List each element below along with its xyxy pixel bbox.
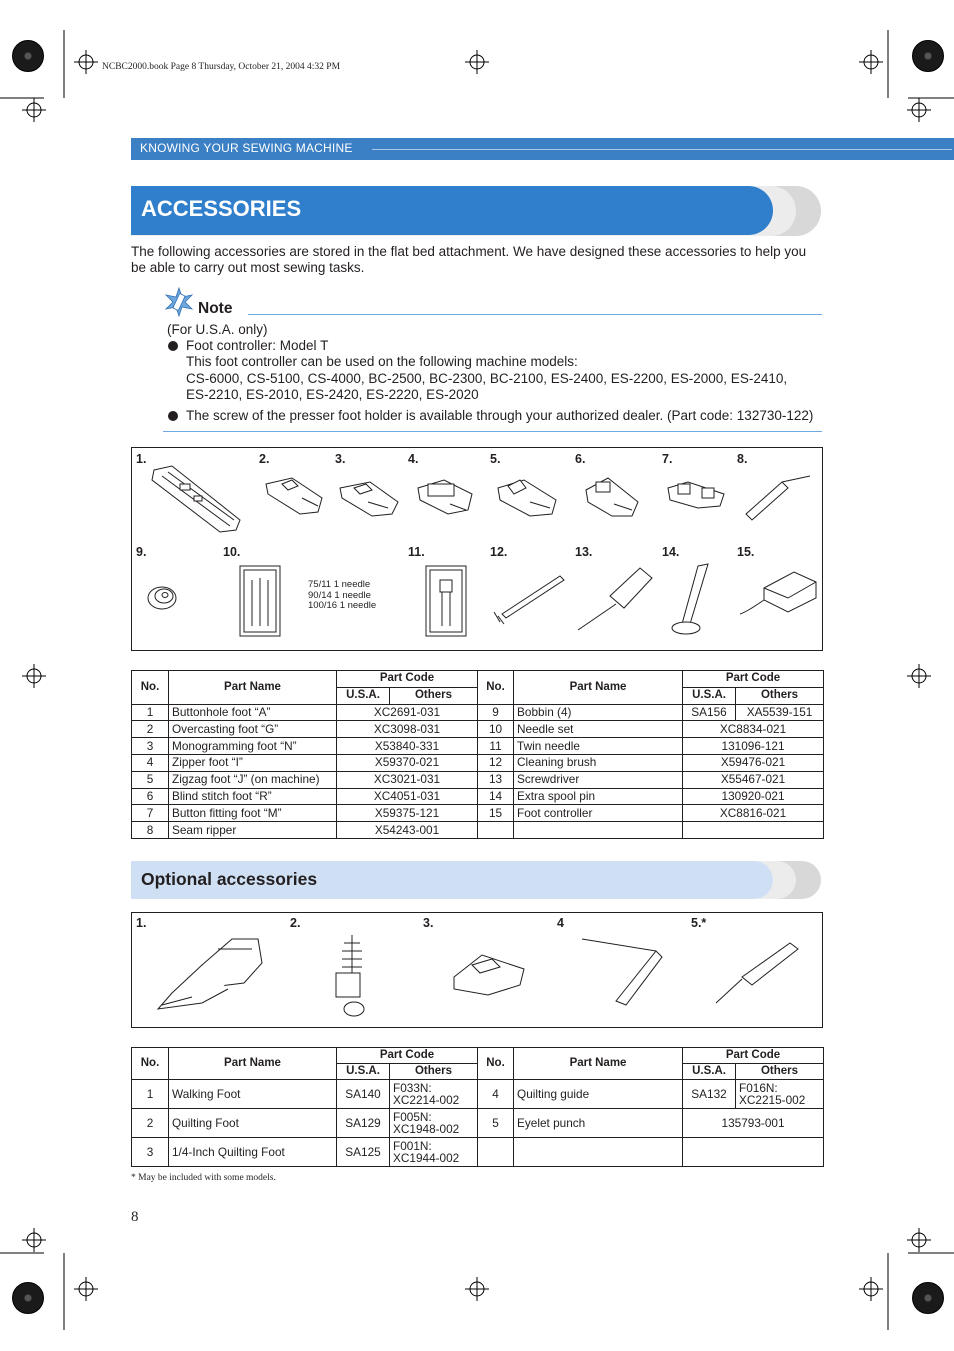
blind-stitch-foot-icon — [586, 478, 638, 516]
cell-part-name: Buttonhole foot “A” — [169, 704, 337, 721]
table-row — [132, 771, 824, 788]
optional-title: Optional accessories — [141, 869, 318, 889]
col-header-usa: U.S.A. — [683, 1064, 736, 1080]
cell-part-name: Overcasting foot “G” — [169, 721, 337, 738]
table-row — [132, 704, 824, 721]
cell-part-name: Quilting Foot — [169, 1109, 337, 1138]
col-header-part-code: Part Code — [683, 1048, 824, 1064]
cell-no: 7 — [132, 805, 169, 822]
cell-no: 3 — [132, 738, 169, 755]
zigzag-foot-icon — [498, 480, 556, 516]
col-header-no: No. — [478, 1048, 514, 1080]
twin-needle-icon — [426, 566, 466, 636]
needle-set-icon — [240, 566, 280, 636]
cell-no: 4 — [478, 1080, 514, 1109]
col-header-others: Others — [736, 687, 824, 704]
cell-no: 9 — [478, 704, 514, 721]
optional-accessories-table — [131, 1047, 824, 1167]
cell-part-name: Extra spool pin — [514, 788, 683, 805]
bullet-dot — [168, 411, 178, 421]
cell-no: 3 — [132, 1138, 169, 1167]
col-header-usa: U.S.A. — [337, 687, 390, 704]
col-header-part-name: Part Name — [514, 671, 683, 705]
cell-no: 5 — [478, 1109, 514, 1138]
label-opt-4: 4 — [557, 916, 564, 930]
cell-part-code: XC8816-021 — [683, 805, 824, 822]
col-header-part-name: Part Name — [169, 671, 337, 705]
walking-foot-icon — [158, 939, 262, 1009]
optional-illustration-box — [131, 912, 823, 1028]
cell-part-code: X55467-021 — [683, 771, 824, 788]
cell-usa: SA140 — [337, 1080, 390, 1109]
others-line: F001N: — [393, 1138, 432, 1153]
table-row — [132, 1109, 824, 1138]
table-row — [132, 738, 824, 755]
cell-part-name: Cleaning brush — [514, 754, 683, 771]
label-opt-1: 1. — [136, 916, 147, 930]
cell-part-code: 135793-001 — [683, 1109, 824, 1138]
label-opt-2: 2. — [290, 916, 301, 930]
cell-no: 15 — [478, 805, 514, 822]
note-line: Foot controller: Model T — [186, 338, 329, 354]
cell-no: 2 — [132, 721, 169, 738]
label-opt-3: 3. — [423, 916, 434, 930]
cell-part-name: Eyelet punch — [514, 1109, 683, 1138]
needle-size: 75/11 1 needle — [308, 579, 371, 590]
cell-empty — [478, 1138, 514, 1167]
footnote: * May be included with some models. — [131, 1173, 276, 1183]
label-4: 4. — [408, 452, 419, 466]
cell-part-name: Seam ripper — [169, 822, 337, 839]
cell-part-name: Zipper foot “I” — [169, 754, 337, 771]
others-line: F005N: — [393, 1109, 432, 1124]
cell-part-code: 130920-021 — [683, 788, 824, 805]
label-13: 13. — [575, 545, 593, 559]
spool-pin-icon — [672, 564, 708, 634]
cell-part-name: Quilting guide — [514, 1080, 683, 1109]
screwdriver-icon — [578, 568, 652, 630]
overcasting-foot-icon — [266, 478, 322, 514]
others-line: F033N: — [393, 1080, 432, 1095]
cell-no: 12 — [478, 754, 514, 771]
button-fitting-foot-icon — [668, 482, 724, 508]
note-usa-only: (For U.S.A. only) — [167, 322, 268, 337]
label-6: 6. — [575, 452, 586, 466]
table-row — [132, 1138, 824, 1167]
cell-no: 8 — [132, 822, 169, 839]
cell-others — [390, 1138, 478, 1167]
quilting-guide-icon — [582, 939, 662, 1005]
cell-others — [736, 1080, 824, 1109]
table-row — [132, 1080, 824, 1109]
cell-part-code: X54243-001 — [337, 822, 478, 839]
cleaning-brush-icon — [494, 576, 564, 624]
cell-part-code: X53840-331 — [337, 738, 478, 755]
col-header-part-code: Part Code — [337, 671, 478, 688]
note-rule — [163, 431, 822, 432]
accessories-table — [131, 670, 824, 839]
cell-empty — [514, 822, 683, 839]
label-9: 9. — [136, 545, 147, 559]
cell-part-code: X59375-121 — [337, 805, 478, 822]
label-1: 1. — [136, 452, 147, 466]
bobbin-icon — [148, 587, 176, 609]
col-header-part-name: Part Name — [169, 1048, 337, 1080]
cell-part-name: Walking Foot — [169, 1080, 337, 1109]
note-line: This foot controller can be used on the following machine models: — [186, 354, 578, 370]
cell-part-code: XC3098-031 — [337, 721, 478, 738]
cell-usa: SA156 — [683, 704, 736, 721]
cell-empty — [514, 1138, 683, 1167]
label-14: 14. — [662, 545, 680, 559]
col-header-part-code: Part Code — [683, 671, 824, 688]
label-7: 7. — [662, 452, 673, 466]
buttonhole-foot-icon — [152, 466, 240, 532]
cell-no: 11 — [478, 738, 514, 755]
page-number: 8 — [131, 1209, 139, 1225]
table-row — [132, 788, 824, 805]
note-bullet-foot-controller — [167, 338, 827, 403]
cell-part-code: XC3021-031 — [337, 771, 478, 788]
note-rule — [248, 314, 822, 315]
note-title: Note — [198, 300, 233, 317]
intro-paragraph: The following accessories are stored in the flat bed attachment. We have designed these accessories to help you be able to carry out most sewing tasks. — [131, 244, 807, 275]
accessories-illustration-box — [131, 447, 823, 651]
quilting-foot-icon — [336, 935, 364, 1016]
cell-no: 4 — [132, 754, 169, 771]
label-10: 10. — [223, 545, 241, 559]
table-row — [132, 754, 824, 771]
cell-no: 2 — [132, 1109, 169, 1138]
optional-illustrations — [132, 913, 822, 1027]
table-row — [132, 721, 824, 738]
cell-no: 1 — [132, 1080, 169, 1109]
label-8: 8. — [737, 452, 748, 466]
needle-size: 90/14 1 needle — [308, 589, 371, 601]
seam-ripper-icon — [746, 476, 810, 520]
cell-part-name: Button fitting foot “M” — [169, 805, 337, 822]
col-header-part-name: Part Name — [514, 1048, 683, 1080]
cell-part-name: Foot controller — [514, 805, 683, 822]
col-header-part-code: Part Code — [337, 1048, 478, 1064]
section-label: KNOWING YOUR SEWING MACHINE — [140, 141, 353, 155]
table-row — [132, 805, 824, 822]
cell-part-name: Needle set — [514, 721, 683, 738]
col-header-no: No. — [132, 1048, 169, 1080]
cell-no: 14 — [478, 788, 514, 805]
page-title: ACCESSORIES — [141, 196, 302, 221]
cell-empty — [478, 822, 514, 839]
needle-set-sizes — [308, 580, 376, 612]
quarter-inch-quilting-foot-icon — [454, 955, 524, 995]
cell-part-name: Bobbin (4) — [514, 704, 683, 721]
label-12: 12. — [490, 545, 508, 559]
col-header-usa: U.S.A. — [337, 1064, 390, 1080]
cell-part-name: Monogramming foot “N” — [169, 738, 337, 755]
cell-empty — [683, 1138, 824, 1167]
others-line: XC1948-002 — [393, 1122, 460, 1136]
foot-controller-icon — [740, 572, 816, 614]
cell-part-name: Screwdriver — [514, 771, 683, 788]
label-2: 2. — [259, 452, 270, 466]
cell-part-name: Zigzag foot “J” (on machine) — [169, 771, 337, 788]
cell-part-name: Blind stitch foot “R” — [169, 788, 337, 805]
label-11: 11. — [408, 545, 425, 559]
cell-part-code: 131096-121 — [683, 738, 824, 755]
cell-part-code: XC2691-031 — [337, 704, 478, 721]
cell-empty — [683, 822, 824, 839]
others-line: XC2214-002 — [393, 1093, 460, 1107]
needle-size: 100/16 1 needle — [308, 600, 377, 611]
cell-usa: SA125 — [337, 1138, 390, 1167]
cell-no: 13 — [478, 771, 514, 788]
cell-others — [390, 1080, 478, 1109]
col-header-others: Others — [736, 1064, 824, 1080]
note-bullet-screw — [167, 408, 827, 424]
cell-others: XA5539-151 — [736, 704, 824, 721]
note-body — [167, 322, 827, 424]
note-line: ES-2210, ES-2010, ES-2420, ES-2220, ES-2020 — [186, 386, 479, 402]
others-line: F016N: — [739, 1080, 778, 1095]
cell-usa: SA129 — [337, 1109, 390, 1138]
accessory-illustrations — [132, 448, 822, 650]
cell-usa: SA132 — [683, 1080, 736, 1109]
cell-no: 6 — [132, 788, 169, 805]
cell-part-name: Twin needle — [514, 738, 683, 755]
cell-no: 5 — [132, 771, 169, 788]
col-header-no: No. — [132, 671, 169, 705]
others-line: XC1944-002 — [393, 1151, 460, 1165]
note-line: CS-6000, CS-5100, CS-4000, BC-2500, BC-2300, BC-2100, ES-2400, ES-2200, ES-2000, ES-2410, — [186, 370, 788, 386]
cell-part-code: XC4051-031 — [337, 788, 478, 805]
cell-part-code: XC8834-021 — [683, 721, 824, 738]
cell-no: 1 — [132, 704, 169, 721]
col-header-others: Others — [390, 687, 478, 704]
label-3: 3. — [335, 452, 346, 466]
others-line: XC2215-002 — [739, 1093, 806, 1107]
cell-no: 10 — [478, 721, 514, 738]
bullet-dot — [168, 341, 178, 351]
cell-part-name: 1/4-Inch Quilting Foot — [169, 1138, 337, 1167]
col-header-others: Others — [390, 1064, 478, 1080]
label-opt-5: 5.* — [691, 916, 707, 930]
cell-part-code: X59476-021 — [683, 754, 824, 771]
monogramming-foot-icon — [340, 482, 398, 516]
book-info: NCBC2000.book Page 8 Thursday, October 21, 2004 4:32 PM — [102, 62, 341, 72]
col-header-usa: U.S.A. — [683, 687, 736, 704]
eyelet-punch-icon — [716, 943, 798, 1003]
cell-part-code: X59370-021 — [337, 754, 478, 771]
zipper-foot-icon — [418, 480, 472, 514]
section-rule — [372, 149, 952, 150]
note-line: The screw of the presser foot holder is available through your authorized dealer. (Part code: 132730-122) — [186, 408, 814, 424]
col-header-no: No. — [478, 671, 514, 705]
label-5: 5. — [490, 452, 501, 466]
table-row — [132, 822, 824, 839]
note-icon — [164, 287, 194, 317]
label-15: 15. — [737, 545, 755, 559]
cell-others — [390, 1109, 478, 1138]
